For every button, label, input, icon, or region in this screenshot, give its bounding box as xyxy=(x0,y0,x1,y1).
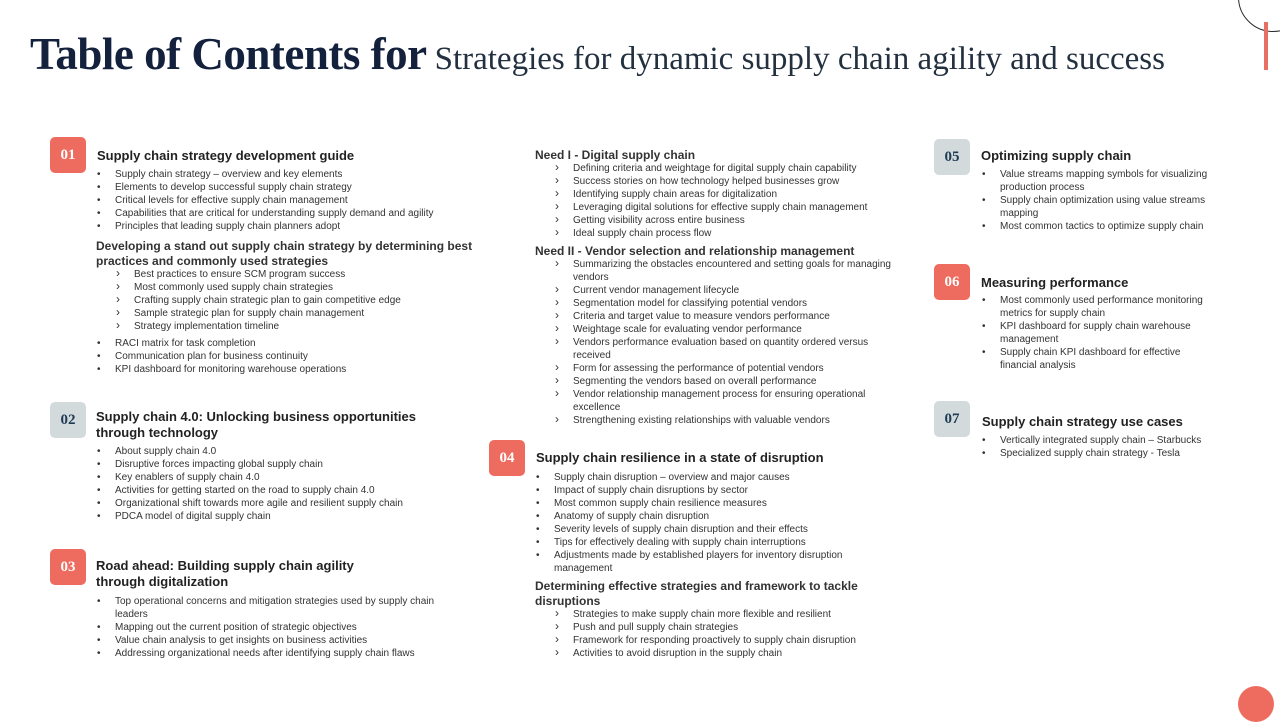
list-item: › Crafting supply chain strategic plan to gain competitive edge xyxy=(115,294,485,307)
page-title-sub: Strategies for dynamic supply chain agility and success xyxy=(434,41,1165,77)
section-03-list xyxy=(96,595,451,660)
section-01-list-2 xyxy=(96,337,486,376)
section-title-02: Supply chain 4.0: Unlocking business opportunities through technology xyxy=(96,409,416,440)
list-item: • About supply chain 4.0 xyxy=(96,445,486,458)
list-item: • Top operational concerns and mitigation strategies used by supply chain leaders xyxy=(96,595,451,621)
list-item: › Activities to avoid disruption in the supply chain xyxy=(554,647,914,660)
list-item: • Key enablers of supply chain 4.0 xyxy=(96,471,486,484)
list-item: › Leveraging digital solutions for effective supply chain management xyxy=(554,201,914,214)
list-item: › Ideal supply chain process flow xyxy=(554,227,914,240)
list-item: • Communication plan for business continuity xyxy=(96,350,486,363)
list-item: • Activities for getting started on the road to supply chain 4.0 xyxy=(96,484,486,497)
section-title-07: Supply chain strategy use cases xyxy=(982,414,1183,429)
list-item: • Capabilities that are critical for understanding supply demand and agility xyxy=(96,207,486,220)
list-item: • Elements to develop successful supply chain strategy xyxy=(96,181,486,194)
list-item: › Form for assessing the performance of potential vendors xyxy=(554,362,899,375)
section-number-badge-06: 06 xyxy=(934,264,970,300)
section-number-badge-03: 03 xyxy=(50,549,86,585)
decorative-accent-bar xyxy=(1264,22,1268,70)
list-item: › Segmenting the vendors based on overall performance xyxy=(554,375,899,388)
list-item: • Most common supply chain resilience measures xyxy=(535,497,885,510)
section-title-01: Supply chain strategy development guide xyxy=(97,148,355,163)
list-item: • Supply chain disruption – overview and major causes xyxy=(535,471,885,484)
list-item: • RACI matrix for task completion xyxy=(96,337,486,350)
section-title-03: Road ahead: Building supply chain agility through digitalization xyxy=(96,558,354,589)
list-item: • PDCA model of digital supply chain xyxy=(96,510,486,523)
list-item: • Supply chain strategy – overview and key elements xyxy=(96,168,486,181)
list-item: • Vertically integrated supply chain – Starbucks xyxy=(981,434,1241,447)
list-item: › Criteria and target value to measure vendors performance xyxy=(554,310,899,323)
section-01-list xyxy=(96,168,486,233)
section-number-badge-04: 04 xyxy=(489,440,525,476)
section-title-06: Measuring performance xyxy=(981,275,1129,290)
section-number-badge-07: 07 xyxy=(934,401,970,437)
section-number-badge-02: 02 xyxy=(50,402,86,438)
list-item: › Best practices to ensure SCM program success xyxy=(115,268,485,281)
page-title-main: Table of Contents for xyxy=(30,29,427,79)
list-item: • Adjustments made by established players for inventory disruption management xyxy=(535,549,885,575)
list-item: › Strengthening existing relationships with valuable vendors xyxy=(554,414,899,427)
list-item: • Critical levels for effective supply chain management xyxy=(96,194,486,207)
list-item: • Most common tactics to optimize supply chain xyxy=(981,220,1231,233)
need-2-list xyxy=(554,258,899,427)
list-item: • Organizational shift towards more agile and resilient supply chain xyxy=(96,497,486,510)
list-item: › Identifying supply chain areas for digitalization xyxy=(554,188,914,201)
list-item: • Anatomy of supply chain disruption xyxy=(535,510,885,523)
section-02-list xyxy=(96,445,486,523)
list-item: › Push and pull supply chain strategies xyxy=(554,621,914,634)
need-1-heading: Need I - Digital supply chain xyxy=(535,148,696,162)
list-item: • KPI dashboard for supply chain warehouse management xyxy=(981,320,1216,346)
section-07-list xyxy=(981,434,1241,460)
list-item: › Success stories on how technology helped businesses grow xyxy=(554,175,914,188)
section-06-list xyxy=(981,294,1216,372)
list-item: • Value streams mapping symbols for visualizing production process xyxy=(981,168,1231,194)
list-item: › Vendors performance evaluation based on quantity ordered versus received xyxy=(554,336,899,362)
list-item: › Vendor relationship management process for ensuring operational excellence xyxy=(554,388,899,414)
list-item: › Weightage scale for evaluating vendor performance xyxy=(554,323,899,336)
list-item: › Current vendor management lifecycle xyxy=(554,284,899,297)
section-01-subheading: Developing a stand out supply chain strategy by determining best practices and commonly used strategies xyxy=(96,239,473,268)
decorative-circle-dot xyxy=(1238,686,1274,722)
need-2-heading: Need II - Vendor selection and relationship management xyxy=(535,244,855,258)
section-title-05: Optimizing supply chain xyxy=(981,148,1132,163)
section-04-sublist xyxy=(554,608,914,660)
list-item: › Framework for responding proactively to supply chain disruption xyxy=(554,634,914,647)
list-item: • Principles that leading supply chain planners adopt xyxy=(96,220,486,233)
list-item: › Sample strategic plan for supply chain management xyxy=(115,307,485,320)
list-item: › Getting visibility across entire business xyxy=(554,214,914,227)
section-number-badge-05: 05 xyxy=(934,139,970,175)
list-item: • Most commonly used performance monitoring metrics for supply chain xyxy=(981,294,1216,320)
list-item: › Most commonly used supply chain strategies xyxy=(115,281,485,294)
need-1-list xyxy=(554,162,914,240)
list-item: › Segmentation model for classifying potential vendors xyxy=(554,297,899,310)
list-item: › Summarizing the obstacles encountered and setting goals for managing vendors xyxy=(554,258,899,284)
section-04-list xyxy=(535,471,885,575)
section-04-subheading: Determining effective strategies and framework to tackle disruptions xyxy=(535,579,858,608)
list-item: • Supply chain KPI dashboard for effective financial analysis xyxy=(981,346,1216,372)
list-item: • Disruptive forces impacting global supply chain xyxy=(96,458,486,471)
list-item: • Specialized supply chain strategy - Tesla xyxy=(981,447,1241,460)
list-item: • Impact of supply chain disruptions by sector xyxy=(535,484,885,497)
list-item: › Strategies to make supply chain more flexible and resilient xyxy=(554,608,914,621)
list-item: › Defining criteria and weightage for digital supply chain capability xyxy=(554,162,914,175)
list-item: • Severity levels of supply chain disruption and their effects xyxy=(535,523,885,536)
list-item: • Tips for effectively dealing with supply chain interruptions xyxy=(535,536,885,549)
list-item: • Supply chain optimization using value streams mapping xyxy=(981,194,1231,220)
list-item: • Mapping out the current position of strategic objectives xyxy=(96,621,451,634)
list-item: › Strategy implementation timeline xyxy=(115,320,485,333)
section-number-badge-01: 01 xyxy=(50,137,86,173)
page-title xyxy=(30,28,1165,80)
list-item: • Addressing organizational needs after identifying supply chain flaws xyxy=(96,647,451,660)
list-item: • KPI dashboard for monitoring warehouse operations xyxy=(96,363,486,376)
decorative-circle-outline xyxy=(1238,0,1280,32)
section-05-list xyxy=(981,168,1231,233)
list-item: • Value chain analysis to get insights on business activities xyxy=(96,634,451,647)
section-title-04: Supply chain resilience in a state of disruption xyxy=(536,450,824,465)
section-01-sublist xyxy=(115,268,485,333)
